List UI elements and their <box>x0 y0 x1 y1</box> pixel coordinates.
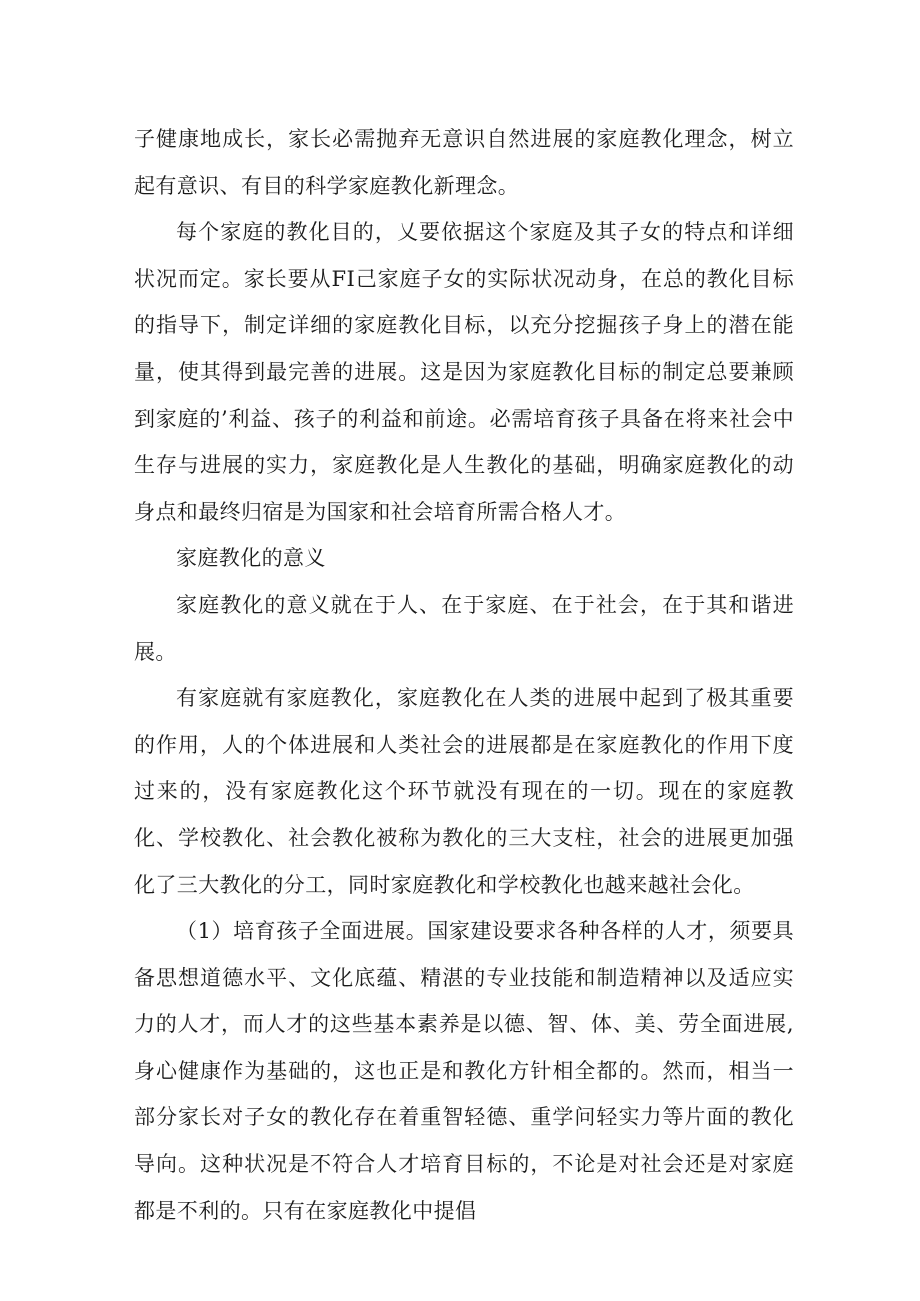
paragraph-continuation: 子健康地成长，家长必需抛弃无意识自然进展的家庭教化理念，树立起有意识、有目的科学家庭教化新理念。 <box>134 127 794 198</box>
paragraph-family-education-role: 有家庭就有家庭教化，家庭教化在人类的进展中起到了极其重要的作用，人的个体进展和人类社会的进展都是在家庭教化的作用下度过来的，没有家庭教化这个环节就没有现在的一切。现在的家庭教化、学校教化、社会教化被称为教化的三大支柱，社会的进展更加强化了三大教化的分工，同时家庭教化和学校教化也越来越社会化。 <box>134 686 794 897</box>
paragraph-education-goals: 每个家庭的教化目的，乂要依据这个家庭及其子女的特点和详细状况而定。家长要从FI己家庭子女的实际状况动身，在总的教化目标的指导下，制定详细的家庭教化目标，以充分挖掘孩子身上的潜在能量，使其得到最完善的进展。这是因为家庭教化目标的制定总要兼顾到家庭的’利益、孩子的利益和前途。必需培育孩子具备在将来社会中生存与进展的实力，家庭教化是人生教化的基础，明确家庭教化的动身点和最终归宿是为国家和社会培育所需合格人才。 <box>134 220 794 524</box>
paragraph-meaning-summary: 家庭教化的意义就在于人、在于家庭、在于社会，在于其和谐进展。 <box>134 592 794 664</box>
section-heading: 家庭教化的意义 <box>176 546 326 571</box>
paragraph-point-1: （1）培育孩子全面进展。国家建设要求各种各样的人才，须要具备思想道德水平、文化底蕴、精湛的专业技能和制造精神以及适应实力的人才，而人才的这些基本素养是以德、智、体、美、劳全面进展,身心健康作为基础的，这也正是和教化方针相全都的。然而，相当一部分家长对子女的教化存在着重智轻德、重学问轻实力等片面的教化导向。这种状况是不符合人才培育目标的，不论是对社会还是对家庭都是不利的。只有在家庭教化中提倡 <box>134 919 794 1223</box>
document-body <box>134 116 794 1234</box>
